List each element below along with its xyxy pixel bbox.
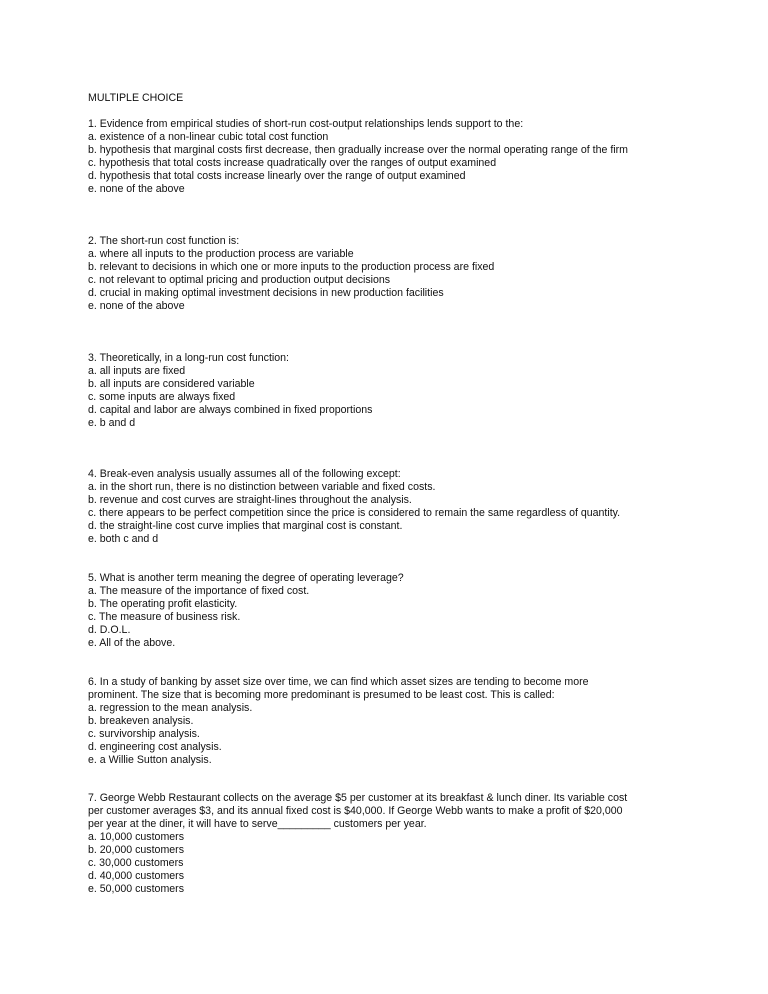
answer-option: d. crucial in making optimal investment decisions in new production facilities — [88, 287, 444, 299]
answer-option: e. a Willie Sutton analysis. — [88, 754, 212, 766]
answer-option: a. regression to the mean analysis. — [88, 702, 253, 714]
answer-option: b. 20,000 customers — [88, 844, 184, 856]
answer-option: a. where all inputs to the production process are variable — [88, 248, 354, 260]
answer-option: d. the straight-line cost curve implies that marginal cost is constant. — [88, 520, 403, 532]
page-heading: MULTIPLE CHOICE — [88, 92, 184, 104]
question-stem: 4. Break-even analysis usually assumes all of the following except: — [88, 468, 401, 480]
answer-option: d. hypothesis that total costs increase linearly over the range of output examined — [88, 170, 466, 182]
answer-option: a. existence of a non-linear cubic total cost function — [88, 131, 329, 143]
answer-option: d. 40,000 customers — [88, 870, 184, 882]
answer-option: a. in the short run, there is no distinction between variable and fixed costs. — [88, 481, 436, 493]
answer-option: b. all inputs are considered variable — [88, 378, 255, 390]
answer-option: c. some inputs are always fixed — [88, 391, 236, 403]
answer-option: d. engineering cost analysis. — [88, 741, 222, 753]
answer-option: c. not relevant to optimal pricing and production output decisions — [88, 274, 391, 286]
question-stem: prominent. The size that is becoming more predominant is presumed to be least cost. This is called: — [88, 689, 555, 701]
answer-option: d. capital and labor are always combined in fixed proportions — [88, 404, 373, 416]
question-stem: 7. George Webb Restaurant collects on the average $5 per customer at its breakfast & lunch diner. Its variable cost — [88, 792, 628, 804]
answer-option: b. relevant to decisions in which one or more inputs to the production process are fixed — [88, 261, 495, 273]
answer-option: a. 10,000 customers — [88, 831, 184, 843]
question-stem: per year at the diner, it will have to serve_________ customers per year. — [88, 818, 427, 830]
answer-option: e. none of the above — [88, 300, 185, 312]
question-stem: 6. In a study of banking by asset size over time, we can find which asset sizes are tending to become more — [88, 676, 589, 688]
question-stem: per customer averages $3, and its annual fixed cost is $40,000. If George Webb wants to make a profit of $20,000 — [88, 805, 623, 817]
answer-option: b. The operating profit elasticity. — [88, 598, 238, 610]
answer-option: c. there appears to be perfect competition since the price is considered to remain the same regardless of quantity. — [88, 507, 621, 519]
answer-option: a. all inputs are fixed — [88, 365, 186, 377]
question-stem: 3. Theoretically, in a long-run cost function: — [88, 352, 289, 364]
answer-option: b. hypothesis that marginal costs first decrease, then gradually increase over the normal operating range of the firm — [88, 144, 628, 156]
answer-option: e. All of the above. — [88, 637, 176, 649]
answer-option: e. 50,000 customers — [88, 883, 184, 895]
answer-option: c. hypothesis that total costs increase quadratically over the ranges of output examined — [88, 157, 497, 169]
question-stem: 2. The short-run cost function is: — [88, 235, 240, 247]
question-stem: 5. What is another term meaning the degree of operating leverage? — [88, 572, 404, 584]
answer-option: e. both c and d — [88, 533, 159, 545]
answer-option: e. b and d — [88, 417, 136, 429]
answer-option: c. survivorship analysis. — [88, 728, 200, 740]
answer-option: c. 30,000 customers — [88, 857, 184, 869]
answer-option: e. none of the above — [88, 183, 185, 195]
answer-option: b. revenue and cost curves are straight-lines throughout the analysis. — [88, 494, 412, 506]
answer-option: c. The measure of business risk. — [88, 611, 241, 623]
answer-option: d. D.O.L. — [88, 624, 131, 636]
answer-option: b. breakeven analysis. — [88, 715, 194, 727]
answer-option: a. The measure of the importance of fixed cost. — [88, 585, 310, 597]
question-stem: 1. Evidence from empirical studies of short-run cost-output relationships lends support to the: — [88, 118, 524, 130]
